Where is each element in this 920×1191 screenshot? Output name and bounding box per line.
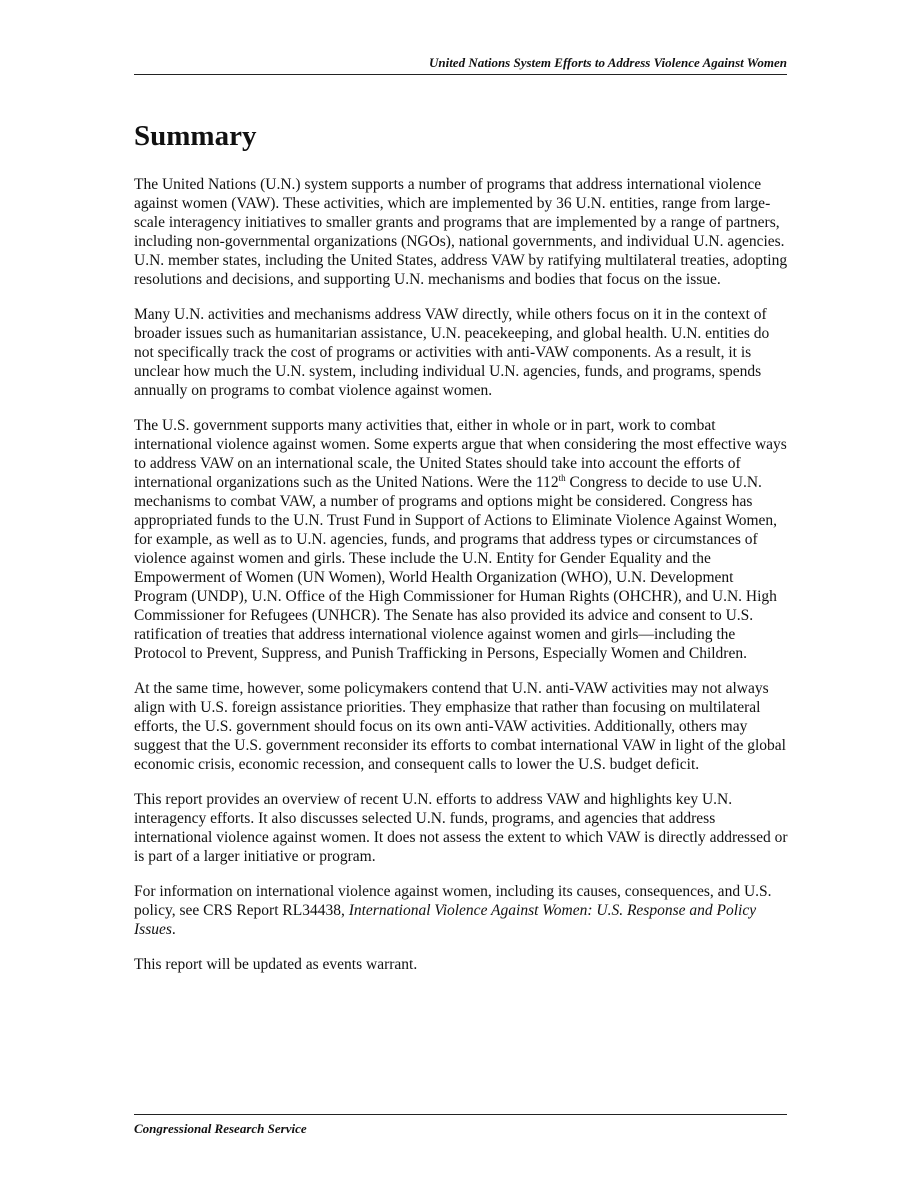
summary-body bbox=[134, 175, 789, 974]
crs-report-title: International Violence Against Women: U.S. Response and Policy Issues bbox=[134, 902, 757, 938]
paragraph-us-government bbox=[134, 416, 789, 663]
paragraph-report-overview: This report provides an overview of recent U.N. efforts to address VAW and highlights key U.N. interagency efforts. It also discusses selected U.N. funds, programs, and agencies that address international violence against women. It does not assess the extent to which VAW is directly addressed or is part of a larger initiative or program. bbox=[134, 791, 788, 865]
footer: Congressional Research Service bbox=[134, 1114, 787, 1137]
crs-reference-end: . bbox=[171, 921, 176, 938]
paragraph-us-government-text-a: The U.S. government supports many activities that, either in whole or in part, work to combat international violence against women. Some experts argue that when considering the most effective ways to address VAW on an international scale, the United States should take into account the efforts of international organizations such as the United Nations. Were the 112 bbox=[134, 417, 787, 491]
crs-reference-text: For information on international violence against women, including its causes, consequences, and U.S. policy, see CRS Report RL34438, bbox=[134, 883, 772, 919]
ordinal-suffix: th bbox=[558, 472, 566, 483]
paragraph-update-note: This report will be updated as events warrant. bbox=[134, 956, 418, 973]
paragraph-crs-reference bbox=[134, 882, 789, 939]
page-title: Summary bbox=[134, 120, 257, 152]
paragraph-un-system: The United Nations (U.N.) system supports a number of programs that address international violence against women (VAW). These activities, which are implemented by 36 U.N. entities, range from large-scale interagency initiatives to smaller grants and programs that are implemented by a range of partners, including non-governmental organizations (NGOs), national governments, and individual U.N. agencies. U.N. member states, including the United States, address VAW by ratifying multilateral treaties, adopting resolutions and decisions, and supporting U.N. mechanisms and bodies that focus on the issue. bbox=[134, 176, 788, 288]
paragraph-policymakers: At the same time, however, some policymakers contend that U.N. anti-VAW activities may not always align with U.S. foreign assistance priorities. They emphasize that rather than focusing on multilateral efforts, the U.S. government should focus on its own anti-VAW activities. Additionally, others may suggest that the U.S. government reconsider its efforts to combat international VAW in light of the global economic crisis, economic recession, and consequent calls to lower the U.S. budget deficit. bbox=[134, 680, 786, 773]
paragraph-us-government-text-b: Congress to decide to use U.N. mechanisms to combat VAW, a number of programs and options might be considered. Congress has appropriated funds to the U.N. Trust Fund in Support of Actions to Eliminate Violence Against Women, for example, as well as to U.N. agencies, funds, and programs that address types or circumstances of violence against women and girls. These include the U.N. Entity for Gender Equality and the Empowerment of Women (UN Women), World Health Organization (WHO), U.N. Development Program (UNDP), U.N. Office of the High Commissioner for Human Rights (OHCHR), and U.N. High Commissioner for Refugees (UNHCR). The Senate has also provided its advice and consent to U.S. ratification of treaties that address international violence against women and girls—including the Protocol to Prevent, Suppress, and Punish Trafficking in Persons, Especially Women and Children. bbox=[134, 474, 778, 662]
paragraph-un-activities: Many U.N. activities and mechanisms address VAW directly, while others focus on it in the context of broader issues such as humanitarian assistance, U.N. peacekeeping, and global health. U.N. entities do not specifically track the cost of programs or activities with anti-VAW components. As a result, it is unclear how much the U.N. system, including individual U.N. agencies, funds, and programs, spends annually on programs to combat violence against women. bbox=[134, 306, 770, 399]
running-header: United Nations System Efforts to Address Violence Against Women bbox=[134, 55, 787, 75]
